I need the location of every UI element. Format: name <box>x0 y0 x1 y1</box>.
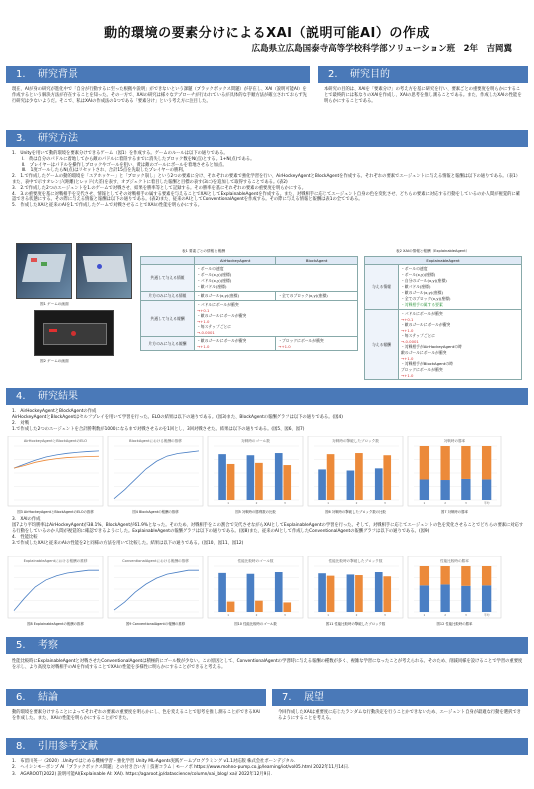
section-header-conclusion <box>6 689 266 706</box>
table-cell-line: ・対戦相手がBlockAgentの時 <box>401 361 453 366</box>
chart-bar <box>383 455 391 500</box>
chart-bar <box>420 479 429 500</box>
table-cell-line: 敵のゴールにボールが衝突 <box>401 350 447 355</box>
purpose-body: 本研究の目的は、XAIを「要素分け」の考え方を基に研究を行い、要素ごとの重要度を明らかにすることで最終的には私なりのXAIを作成し、XAIの思考を推し測ることである。また、作成したXAIの性能を明らかにすることである。 <box>324 87 522 104</box>
table-1-row <box>141 337 358 351</box>
table-cell-line: ・敵のゴール(x,y)(座標) <box>197 293 239 298</box>
table-cell-line: →+1.0 <box>401 356 414 361</box>
chart-bar <box>283 465 291 500</box>
outlook-body: 今回作成したXAIは重要度に応じたランダムな行動決定を行うことかできないため、エージェント自身が最適な行動を選択できるようにすることを考える。 <box>278 710 521 721</box>
section-title: 研究結果 <box>38 391 78 402</box>
discussion-body: 性能比較時にExplainableAgentと対戦させたConventionalAgentは積極的にゴール数が少ない。この原因として、ConventionalAgentの学習時に与える報酬の種数が多く、複雑な学習になったことが考えられる。そのため、削減同様を設けることで学習の重要度を示し、より高度な対戦相手のAIを作成することでXAIの性能を多様性に明らかにすることができると考える。 <box>12 659 523 670</box>
chart-bar <box>375 468 383 500</box>
chart-bar <box>482 479 491 500</box>
result-4-title: 4. 性能比較 <box>12 535 38 540</box>
table-cell-line: ・ボール(x,y)(座標) <box>197 272 232 277</box>
table-2-caption: 表2 XAIの情報と報酬（ExplainableAgent） <box>396 249 470 253</box>
result-4-body: 3.で作成したXAIと従来のAIの性能を2と同様の方法を用いて比較した。結果は以下の通りである。(図10、図11、図12) <box>12 541 244 546</box>
figure-caption: 図4 BlockAgentの報酬の推移 <box>132 510 179 514</box>
references-list <box>12 759 524 778</box>
result-1-title: 1. AirHockeyAgentとBlockAgentの作成 <box>12 409 97 414</box>
reference-item: 1. 布留川英一（2020）.Unityではじめる機械学習・強化学習 Unity ML-Agents実践ゲームプログラミング v1.1対応版 株式会社ボーンデジタル. <box>12 759 296 764</box>
results-captions-row-2 <box>6 620 528 628</box>
table-cell-line: →+1.0 <box>197 344 210 349</box>
chart-bar <box>440 566 449 584</box>
method-line: 2. 1.で作成したゲームの動的環境を「エアホッケー」と「ブロック崩し」という2つの要素に分け、それぞれの要素で強化学習を行い、AirHockeyAgentとBlockAgentを作成する。それぞれの要素でエージェントに与える情報と報酬は以下の通りである。（表1）また、表中で示すオレンジ(距離)とレッド(大差)を表す、オブジェクトに着目した報酬と目標の表す(3に)を追加して取得することである。(表2) <box>12 174 521 185</box>
table-1-row <box>141 265 358 292</box>
results-part2 <box>12 517 524 547</box>
table-1-row-label: 共通して与える報酬 <box>141 301 195 337</box>
chart-panel <box>108 556 203 618</box>
reference-item: 2. ヘイシンモーポンプ AI「ブラックボックス問題」との付き合い方｜技術コラム｜モーノポ https://www.mohno-pump.co.jp/learning/iot/vol05.html 2022年11月14日. <box>12 765 350 771</box>
chart-bar <box>383 576 391 612</box>
chart-bar <box>255 601 263 612</box>
method-line: 4. 3.の重要度を基に対戦相手を交代させ、情報としてその対戦相手の属する要素を与えることでXAIとしてExplainableAgentを作成する。また、対戦相手に応じてエージェント自身の色を変化させ、どちらの要素に対応する行動をしているのか人間が視覚的に確認できる状態にする。その際に与える情報と報酬は以下の通りである。(表2)また、従来のAIとしてConventionalAgentを作成する。その際に与える情報と報酬は表1の全てである。 <box>12 191 521 203</box>
chart-title: AirHockeyAgentとBlockAgentのELO <box>23 439 88 443</box>
chart-tick-label: 1 <box>227 501 230 505</box>
table-cell-line: ・自分のゴール(x,y)(座標) <box>401 278 447 283</box>
game-screenshot-3 <box>34 310 114 356</box>
section-title: 展望 <box>304 692 324 703</box>
table-cell-line: ・パドル(x,y)(座標) <box>197 278 232 283</box>
table-cell-line: →+1.0 <box>401 328 414 333</box>
table-1-cell <box>195 292 276 301</box>
method-line: 5. 作成したXAIと従来のAIを1.で作成したゲームで対戦させることでXAIの性能を明らかにする。 <box>12 203 202 209</box>
background-body: 現在、AIが身の研究が進化中で「自分が行動するに至った根拠や説明」ができないという課題（ブラックボックス問題）が存在し、XAI（説明可能AI）を作成するという解決方法が存在することを知った。その一方で、XAIの研究は様々なアプローチが行われているが具体的な手順方法が確立されておらず先行研究は少ないようだ。そこで、私はXAIの作成法の1つである「要素分け」という考え方に注目した。 <box>12 87 307 104</box>
section-number: 3. <box>16 133 26 144</box>
table-cell-line: ・ブロックにボールが衝突 <box>278 338 324 343</box>
section-number: 6. <box>16 692 26 703</box>
chart-title: 対戦時のゴール数 <box>241 439 270 443</box>
chart-bar <box>440 480 449 500</box>
table-cell-line: →+1.0 <box>278 344 291 349</box>
chart-title: 対戦時の勝率 <box>443 439 466 443</box>
table-1-caption: 表1 要素ごとの情報と報酬 <box>182 249 225 253</box>
chart-tick-label: 2 <box>355 613 358 617</box>
figure-caption: 図3 AirHockeyAgentとBlockAgentのELOの推移 <box>17 510 94 514</box>
section-header-references <box>6 738 528 755</box>
table-cell-line: ・全てのブロック(x,y)(座標) <box>278 293 328 298</box>
chart-bar <box>440 446 449 480</box>
section-title: 研究方法 <box>38 133 78 144</box>
chart-title: 性能比較時の撃破したブロック数 <box>328 559 383 563</box>
table-2-cell <box>399 265 522 310</box>
table-1-header: BlockAgent <box>276 257 358 265</box>
chart-bar <box>482 585 491 612</box>
game-screenshot-2 <box>76 243 132 299</box>
section-number: 7. <box>282 692 292 703</box>
chart-frame <box>8 556 103 618</box>
chart-bar <box>420 585 429 612</box>
section-header-outlook <box>272 689 528 706</box>
chart-bar <box>227 602 235 612</box>
chart-panel <box>308 436 403 506</box>
chart-tick-label: 3 <box>283 501 286 505</box>
method-body <box>12 151 524 209</box>
results-captions-row-1 <box>6 508 528 516</box>
section-header-method <box>6 130 528 147</box>
section-title: 結論 <box>38 692 58 703</box>
chart-bar <box>482 566 491 585</box>
method-line: Ⅰ. 黄は自分のパドルに着地してから敵のパドルに着陸するまでに消失したブロック数をN(点)とする。1+N(点)である。 <box>22 156 255 162</box>
method-line: Ⅱ. プレイヤーはパドルを操作しブロックやゴールを狙い、黄は敵のゴールにボールを着地させると加点。 <box>22 162 227 168</box>
figure-caption: 図7 対戦時の勝率 <box>441 510 468 514</box>
table-2-row-label: 与える情報 <box>365 265 399 310</box>
result-1-body: AirHockeyAgentとBlockAgentはセルフプレイを用いて学習を行った。ELOの結果は以下の通りである。(図3)また、BlockAgentの報酬グラフは以下の通りである。(図4) <box>12 415 343 420</box>
table-cell-line: →+0.1 <box>197 308 210 313</box>
figure-caption: 図8 ExplainableAgentの報酬の推移 <box>27 622 84 626</box>
chart-tick-label: 2 <box>255 501 258 505</box>
chart-title: ExplainableAgentにおける報酬の推移 <box>23 559 88 563</box>
section-number: 8. <box>16 741 26 752</box>
chart-bar <box>461 479 470 500</box>
chart-bar <box>218 573 226 612</box>
table-2-row-label: 与える報酬 <box>365 310 399 380</box>
chart-bar <box>461 586 470 612</box>
chart-title: ConventionalAgentにおける報酬の推移 <box>122 559 189 563</box>
table-cell-line: ・敵パドル(座標) <box>197 284 227 289</box>
figure-2-caption: 図2 ゲームの画面 <box>40 359 69 363</box>
poster-title: 動的環境の要素分けによるXAI（説明可能AI）の作成 <box>104 26 430 41</box>
figure-caption: 図6 対戦時の撃破したブロック数の比較 <box>325 510 386 514</box>
chart-panel <box>208 556 303 618</box>
chart-bar <box>420 446 429 479</box>
result-2-body: 1.で作成した2つのエージェントを合計勝利数が1000になるまで対戦させるのを1回とし、3回対戦させた。結果は以下の通りである。(図5、図6、図7) <box>12 427 305 432</box>
chart-bar <box>375 572 383 612</box>
chart-panel <box>8 556 103 618</box>
section-header-results <box>6 388 528 405</box>
table-cell-line: ・敵のゴールにボールが衝突 <box>401 322 451 327</box>
table-2 <box>364 256 522 380</box>
chart-bar <box>355 575 363 612</box>
chart-frame <box>108 436 203 506</box>
result-3-body: 図7より平均勝率はAirHockeyAgentが38.1%、BlockAgentが61.9%となった。そのため、対戦相手をこの割合で交代させながらXAIとしてExplainableAgentの学習を行った。そして、対戦相手に応じてエージェントの色を変化させることでどちらの要素に対応する行動をしているのか人間が視覚的に確認できるようにした。ExplainableAgentの報酬グラフは以下の通りである。(図8)また、従来のAIとして作成したConventionalAgentの報酬グラフは以下の通りである。(図9) <box>12 523 524 534</box>
chart-tick-label: 1 <box>423 501 426 505</box>
table-cell-line: →+1.0 <box>197 319 210 324</box>
chart-tick-label: 2 <box>355 501 358 505</box>
result-2-title: 2. 対戦 <box>12 421 29 426</box>
table-cell-line: ・対戦相手の属する要素 <box>401 302 443 307</box>
chart-panel <box>408 436 501 506</box>
table-cell-line: →+1.0 <box>401 373 414 378</box>
table-1-row-label: 共通して与える情報 <box>141 265 195 292</box>
chart-bar <box>275 572 283 612</box>
table-cell-line: ・対戦相手がAirHockeyAgentの時 <box>401 344 462 349</box>
table-cell-line: ・毎ステップごとに <box>401 333 436 338</box>
chart-frame <box>8 436 103 506</box>
chart-tick-label: 1 <box>327 613 330 617</box>
chart-panel <box>108 436 203 506</box>
chart-tick-label: 3 <box>464 501 467 505</box>
section-number: 2. <box>328 69 338 80</box>
table-1-cell <box>276 292 358 301</box>
table-cell-line: ・ボールの速度 <box>401 266 428 271</box>
chart-panel <box>308 556 403 618</box>
figure-1-caption: 図1 ゲームの画面 <box>40 302 69 306</box>
poster-title-area <box>0 0 534 58</box>
table-cell-line: ・ボール(x,y)(座標) <box>401 272 436 277</box>
result-3-title: 3. XAIの作成 <box>12 517 41 522</box>
chart-panel <box>8 436 103 506</box>
chart-bar <box>327 576 335 612</box>
table-cell-line: ・敵のゴールにボールが衝突 <box>197 338 247 343</box>
table-1-cell <box>195 301 358 337</box>
table-1-cell <box>195 337 276 351</box>
chart-bar <box>247 574 255 612</box>
chart-bar <box>275 453 283 500</box>
table-2-header: ExplainableAgent <box>365 257 522 265</box>
chart-bar <box>227 464 235 500</box>
section-title: 引用参考文献 <box>38 741 98 752</box>
table-1-row <box>141 292 358 301</box>
chart-tick-label: 1 <box>423 613 426 617</box>
table-cell-line: ・毎ステップごとに <box>197 324 232 329</box>
chart-bar <box>461 446 470 479</box>
table-cell-line: →+0.1 <box>401 317 414 322</box>
chart-tick-label: 3 <box>283 613 286 617</box>
chart-tick-label: 3 <box>464 613 467 617</box>
table-cell-line: ・ボールの速度 <box>197 266 224 271</box>
chart-bar <box>347 471 355 500</box>
chart-bar <box>420 566 429 585</box>
chart-tick-label: 3 <box>383 613 386 617</box>
chart-title: 対戦時の撃破したブロック数 <box>332 439 379 443</box>
chart-title: 性能比較時のゴール数 <box>237 559 274 563</box>
method-line: 1. Unityを用いて動的環境を要素分けできるゲーム（図1）を作成する。ゲームのルールは以下の通りである。 <box>12 151 228 156</box>
table-1-header <box>141 257 195 265</box>
figure-caption: 図12 性能比較時の勝率 <box>436 622 473 626</box>
chart-bar <box>440 584 449 612</box>
figure-caption: 図5 対戦時の勝利数の比較 <box>235 510 276 514</box>
results-charts-row-1 <box>6 436 528 508</box>
table-1-cell <box>276 337 358 351</box>
table-1-header: AirHockeyAgent <box>195 257 276 265</box>
chart-tick-label: 3 <box>383 501 386 505</box>
table-cell-line: ・敵のゴールにボールが衝突 <box>197 313 247 318</box>
figure-caption: 図10 性能比較時のゴール数 <box>234 622 277 626</box>
results-part1 <box>12 409 524 433</box>
chart-tick-label: 2 <box>255 613 258 617</box>
section-header-purpose <box>318 66 528 83</box>
table-cell-line: →-0.0001 <box>401 339 419 344</box>
section-number: 1. <box>16 69 26 80</box>
table-cell-line: ・敵のゴール(x,y)(座標) <box>401 290 443 295</box>
section-title: 考察 <box>38 640 58 651</box>
table-cell-line: →-0.0001 <box>197 330 215 335</box>
results-charts-row-2 <box>6 556 528 620</box>
table-2-cell <box>399 310 522 380</box>
chart-title: BlockAgentにおける報酬の推移 <box>129 439 182 443</box>
chart-tick-label: 平均 <box>483 613 490 617</box>
section-header-discussion <box>6 637 528 654</box>
chart-bar <box>318 573 326 612</box>
chart-bar <box>255 463 263 500</box>
chart-tick-label: 2 <box>444 613 447 617</box>
chart-tick-label: 1 <box>227 613 230 617</box>
chart-tick-label: 2 <box>444 501 447 505</box>
table-1 <box>140 256 358 351</box>
table-cell-line: ・敵パドル(座標) <box>401 284 431 289</box>
chart-panel <box>408 556 501 618</box>
chart-bar <box>218 454 226 500</box>
method-line: 3. 2.で作成した2つのエージェントを1.のゲームで対戦させ、結果を勝率等として記録する。その勝率を基にそれぞれの要素の重要度を明らかにする。 <box>12 185 307 191</box>
table-1-row-label: 片方のみに与える情報 <box>141 292 195 301</box>
chart-bar <box>247 455 255 500</box>
chart-frame <box>108 556 203 618</box>
table-cell-line: ・パドルにボールが衝突 <box>197 302 239 307</box>
section-header-background <box>6 66 310 83</box>
table-cell-line: ・パドルにボールが衝突 <box>401 311 443 316</box>
game-screenshot-1 <box>16 243 72 299</box>
conclusion-body: 動的環境を要素分けすることによってそれぞれの要素の重要度を明らかにし、色を変えることで思考を推し測ることができるXAIを作成した。また、XAIの性能を明らかにすることができた。 <box>12 710 260 721</box>
table-1-cell <box>195 265 358 292</box>
chart-title: 性能比較時の勝率 <box>440 559 469 563</box>
chart-tick-label: 平均 <box>483 501 490 505</box>
table-cell-line: ブロックにボールが衝突 <box>401 367 443 372</box>
method-line: Ⅲ. 1度ゴールしたらN(点)はリセットされ、合計15点を先取したプレイヤーの勝利。 <box>22 168 187 174</box>
chart-bar <box>283 602 291 612</box>
figure-caption: 図11 性能比較時の撃破したブロック数 <box>325 622 386 626</box>
chart-bar <box>347 574 355 612</box>
chart-panel <box>208 436 303 506</box>
section-number: 4. <box>16 391 26 402</box>
section-title: 研究目的 <box>350 69 390 80</box>
section-title: 研究背景 <box>38 69 78 80</box>
reference-item: 3. AGAROOT(2022) 説明可能AI(Explainable AI: XAI). https://agaroot.jp/datascience/column/xai_blog/ xai/ 2022年12月9日. <box>12 771 272 777</box>
table-cell-line: ・全てのブロック(x,y)(座標) <box>401 296 451 301</box>
table-1-row <box>141 301 358 337</box>
table-1-row-label: 片方のみに与える報酬 <box>141 337 195 351</box>
chart-tick-label: 1 <box>327 501 330 505</box>
figure-caption: 図9 ConventionalAgentの報酬の推移 <box>125 622 186 626</box>
chart-bar <box>318 469 326 500</box>
chart-bar <box>461 566 470 586</box>
poster-author: 広島県立広島国泰寺高等学校科学部ソリューション班 2年 吉岡翼 <box>251 44 512 54</box>
chart-bar <box>482 446 491 479</box>
chart-bar <box>355 453 363 500</box>
section-number: 5. <box>16 640 26 651</box>
chart-bar <box>327 454 335 500</box>
